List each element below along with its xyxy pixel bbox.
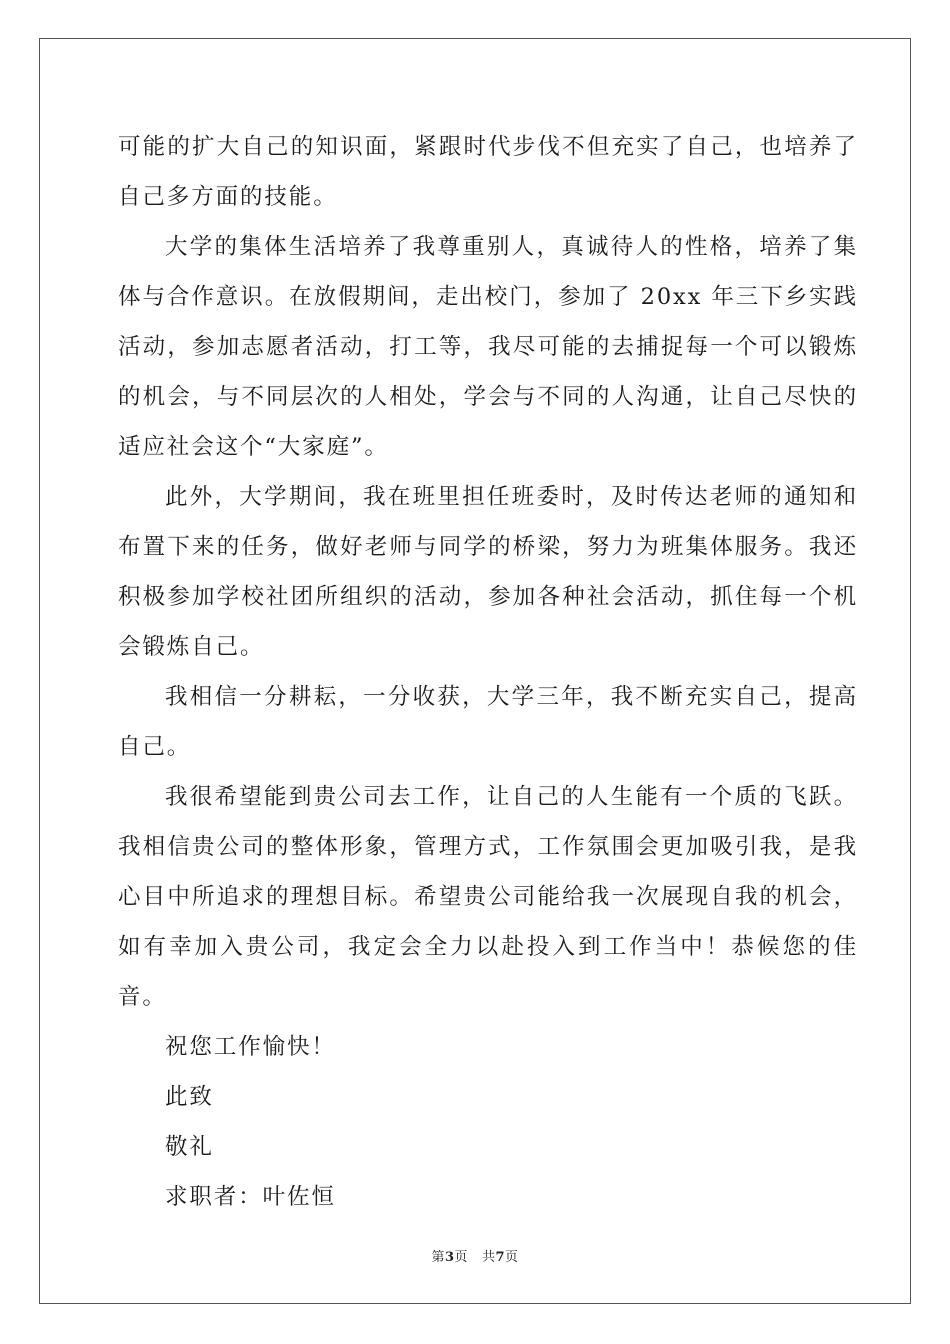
footer-prefix: 第: [431, 1250, 445, 1265]
closing-wish: 祝您工作愉快！: [165, 1034, 336, 1060]
footer-total-prefix: 共: [481, 1250, 496, 1265]
paragraph-5: 我很希望能到贵公司去工作，让自己的人生能有一个质的飞跃。我相信贵公司的整体形象，管理方式，工作氛围会更加吸引我，是我心目中所追求的理想目标。希望贵公司能给我一次展现自我的机会，如有幸加入贵公司，我定会全力以赴投入到工作当中！恭候您的佳音。: [118, 784, 858, 1010]
closing-salute: 敬礼: [165, 1134, 214, 1160]
paragraph-2: 大学的集体生活培养了我尊重别人，真诚待人的性格，培养了集体与合作意识。在放假期间，走出校门，参加了 20xx 年三下乡实践活动，参加志愿者活动，打工等，我尽可能的去捕捉每一个可以锻炼的机会，与不同层次的人相处，学会与不同的人沟通，让自己尽快的适应社会这个“大家庭”。: [118, 234, 858, 460]
paragraph-4: 我相信一分耕耘，一分收获，大学三年，我不断充实自己，提高自己。: [118, 684, 858, 760]
footer-current-page: 3: [444, 1250, 455, 1265]
footer-page-word: 页: [454, 1250, 469, 1265]
letter-body: [118, 122, 858, 1222]
footer-total-suffix: 页: [505, 1250, 519, 1265]
paragraph-3: 此外，大学期间，我在班里担任班委时，及时传达老师的通知和布置下来的任务，做好老师与同学的桥梁，努力为班集体服务。我还积极参加学校社团所组织的活动，参加各种社会活动，抓住每一个机会锻炼自己。: [118, 484, 858, 660]
footer-total-pages: 7: [495, 1250, 506, 1265]
page-footer: [0, 1246, 950, 1265]
signature: 求职者：叶佐恒: [165, 1184, 336, 1210]
closing-greeting: 此致: [165, 1084, 214, 1110]
paragraph-1: 可能的扩大自己的知识面，紧跟时代步伐不但充实了自己，也培养了自己多方面的技能。: [118, 134, 858, 210]
